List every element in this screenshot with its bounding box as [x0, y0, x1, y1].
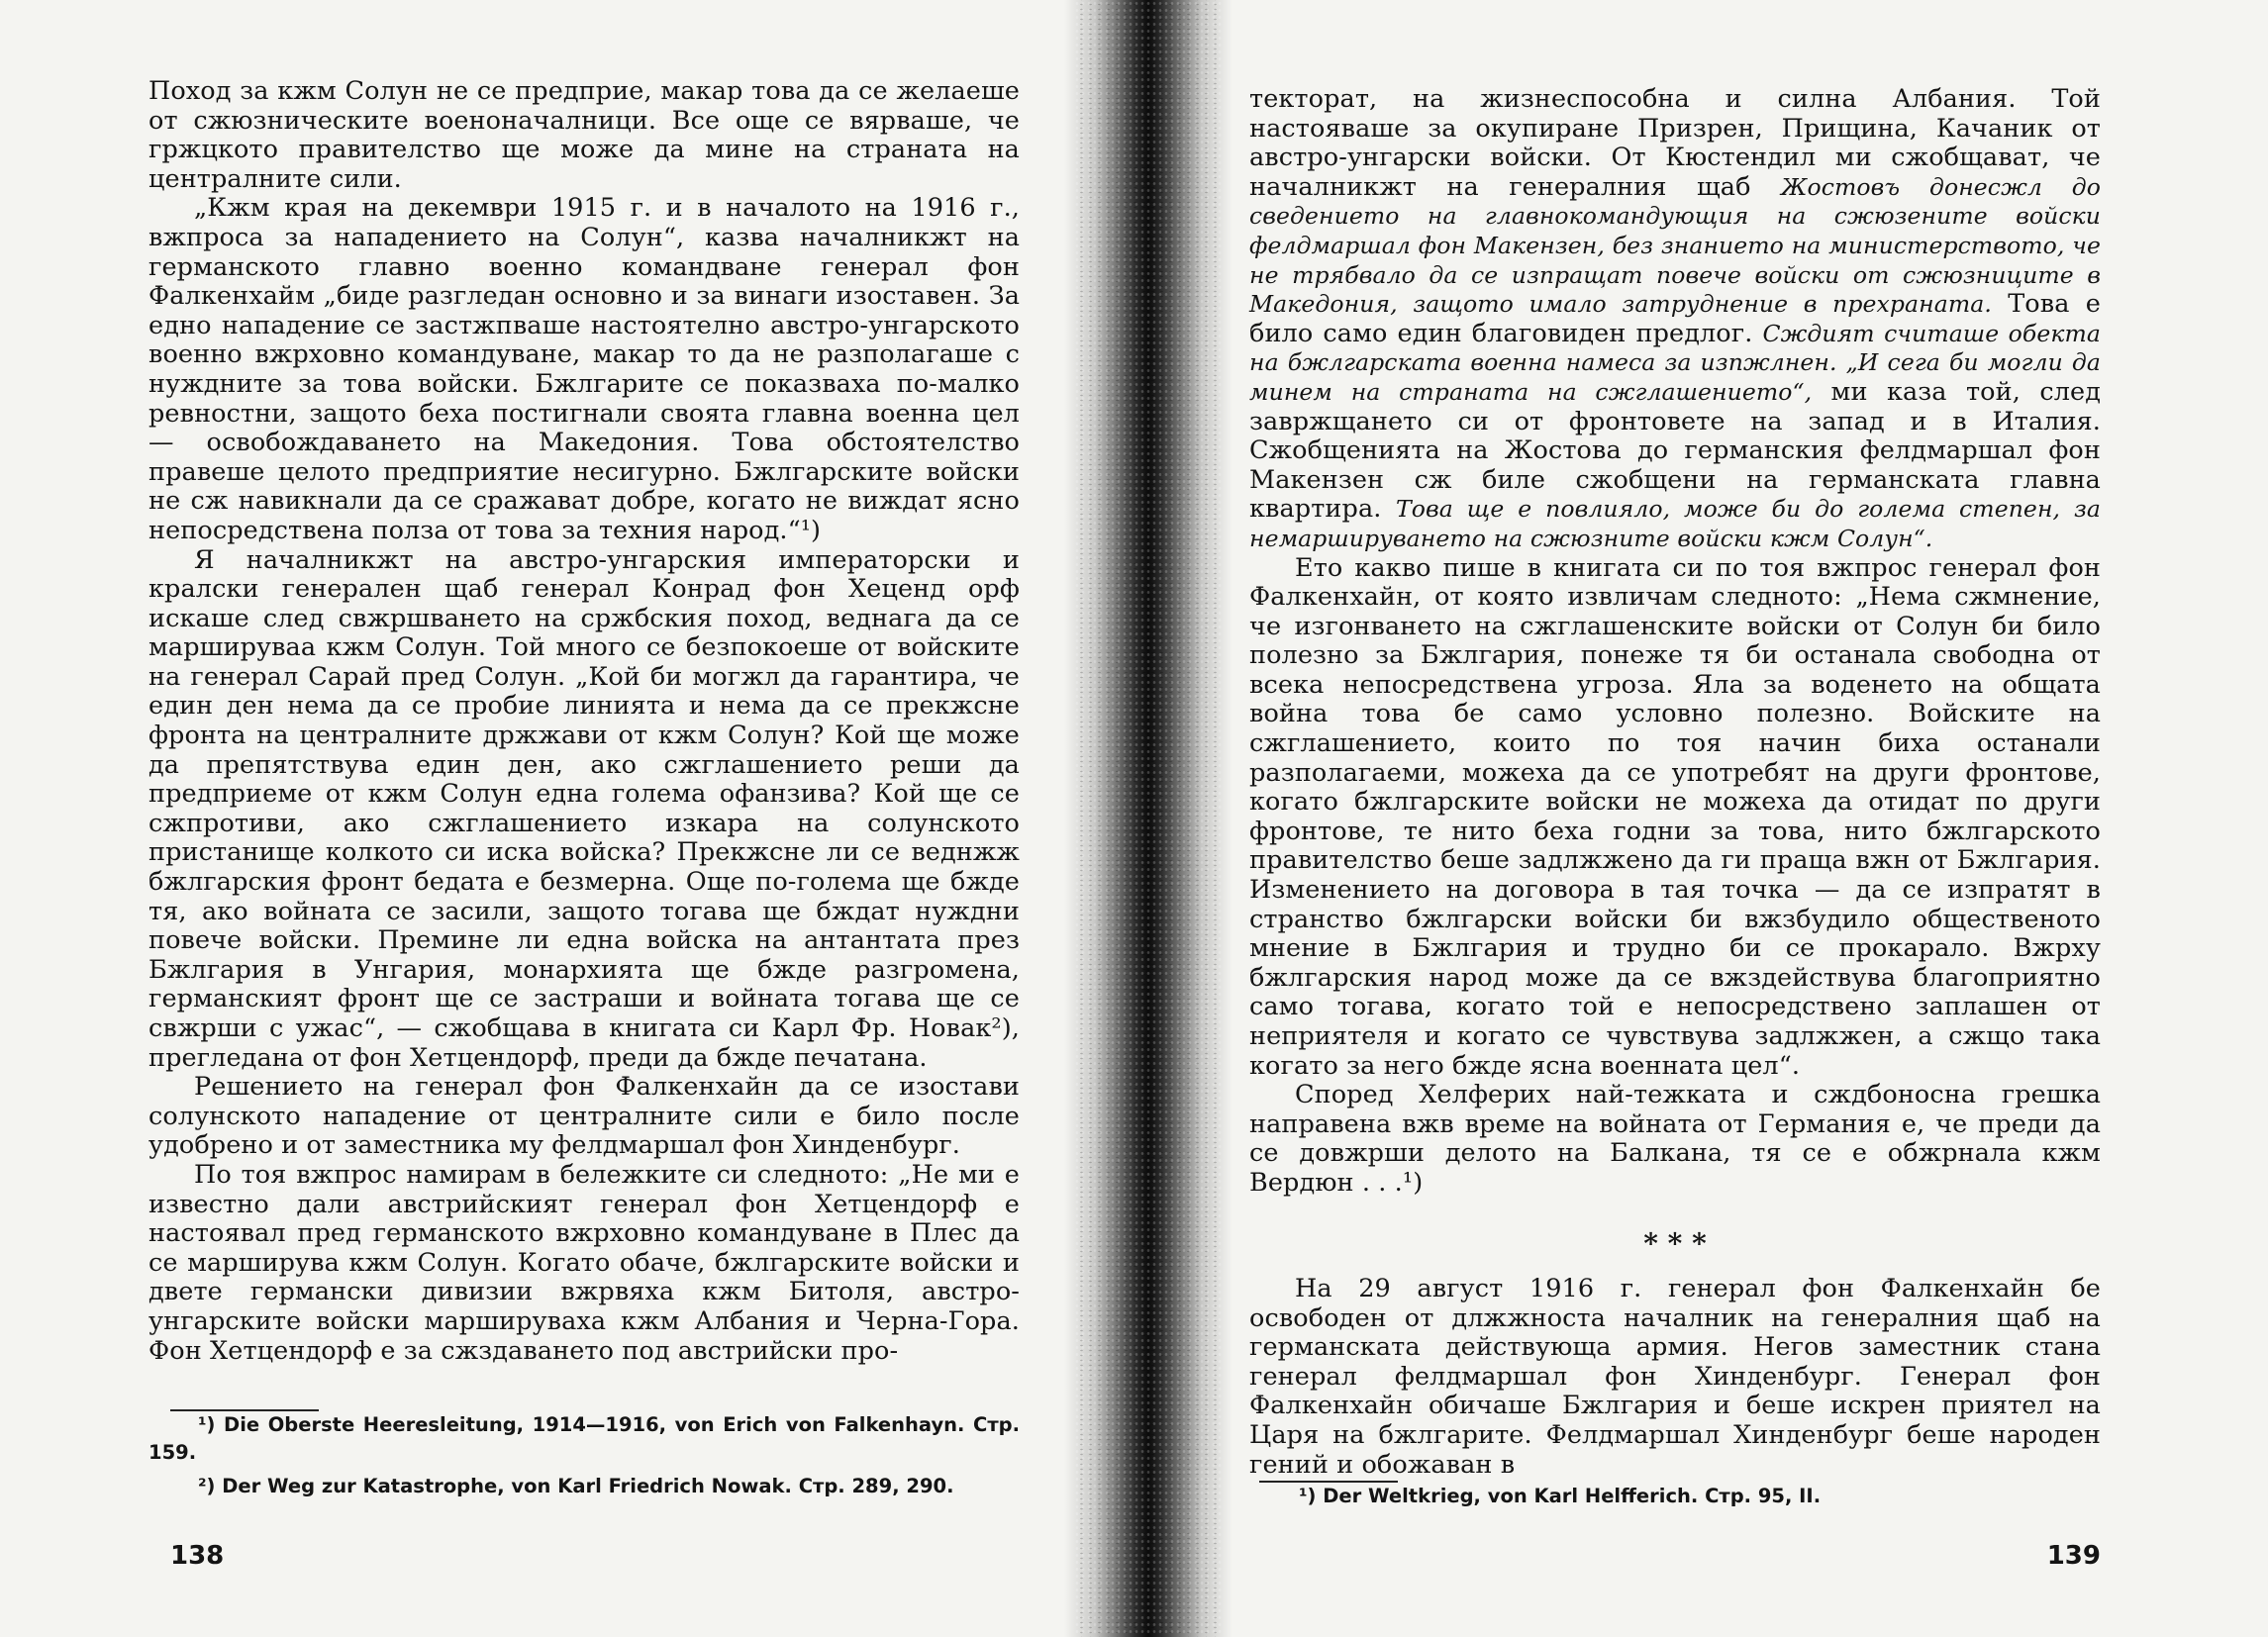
right-footnotes: [1249, 1483, 2101, 1516]
paragraph: Ето какво пише в книгата си по тоя вжпрос генерал фон Фалкенхайн, от която извличам следното: „Нема сжмнение, че изгонването на сжглашенските войски от Солун би било полезно за Бжлгария, понеже тя би останала свободна от всека непосредствена угроза. Яла за воденето на общата война това бе само условно полезно. Войските на сжглашението, които по тоя начин биха останали разполагаеми, можеха да се употребят на други фронтове, когато бжлгарските войски не можеха да отидат по други фронтове, те нито беха годни за това, нито бжлгарското правителство беше задлжжено да ги праща вжн от Бжлгария. Изменението на договора в тая точка — да се изпратят в странство бжлгарски войски би вжзбудило общественото мнение в Бжлгария и трудно би се прокарало. Вжрху бжлгарския народ може да се вжздействува благоприятно само тогава, когато той е непосредствено заплашен от неприятеля и когато се чувствува задлжжен, а сжщо така когато за него бжде ясна военната цел“.: [1249, 552, 2101, 1081]
left-page-body: [148, 77, 1020, 1366]
paragraph: Според Хелферих най-тежката и сждбоносна грешка направена вжв време на войната от Германия е, че преди да се довжрши делото на Балкана, тя се е обжрнала кжм Вердюн . . .¹): [1249, 1080, 2101, 1198]
gutter-scan-noise: [1074, 0, 1223, 1637]
section-break-stars: * * *: [1643, 1227, 1707, 1260]
right-page-body-top: [1249, 85, 2101, 1199]
page-number: 138: [170, 1541, 225, 1571]
right-page-body-bottom: [1249, 1275, 2101, 1480]
footnote: ¹) Der Weltkrieg, von Karl Helfferich. Стр. 95, II.: [1299, 1485, 1822, 1507]
paragraph: По тоя вжпрос намирам в бележките си следното: „Не ми е известно дали австрийският генерал фон Хетцендорф е настоявал пред германското вжрховно командуване в Плес да се марширува кжм Солун. Когато обаче, бжлгарските войски и двете германски дивизии вжрвяха кжм Битоля, австро-унгарските войски маршируваха кжм Албания и Черна-Гора. Фон Хетцендорф е за сжздаването под австрийски про-: [148, 1159, 1020, 1366]
page-number: 139: [2046, 1541, 2101, 1571]
footnote: ¹) Die Oberste Heeresleitung, 1914—1916, von Erich von Falkenhayn. Стр. 159.: [148, 1413, 1020, 1464]
paragraph: Решението на генерал фон Фалкенхайн да се изостави солунското нападение от централните сили е било после удобрено и от заместника му фелдмаршал фон Хинденбург.: [148, 1072, 1020, 1161]
left-footnotes: [148, 1411, 1020, 1506]
paragraph: Я началникжт на австро-унгарския императорски и кралски генерален щаб генерал Конрад фон Хеценд орф искаше след свжршването на сржбския поход, веднага да се маршируваа кжм Солун. Той много се безпокоеше от войските на генерал Сарай пред Солун. „Кой би могжл да гарантира, че един ден нема да се пробие линията и нема да се прекжсне фронта на централните држжави от кжм Солун? Кой ще може да препятствува един ден, ако сжглашението реши да предприеме от кжм Солун една голема офанзива? Кой ще се сжпротиви, ако сжглашението изкара на солунското пристанище колкото си иска войска? Прекжсне ли се веднжж бжлгарския фронт бедата е безмерна. Още по-голема ще бжде тя, ако войната се засили, защото тогава ще бждат нуждни повече войски. Премине ли една войска на антантата през Бжлгария в Унгария, монархията ще бжде разгромена, германският фронт ще се застраши и войната тогава ще се свжрши с ужас“, — сжобщава в книгата си Карл Фр. Новак²), прегледана от фон Хетцендорф, преди да бжде печатана.: [148, 544, 1020, 1073]
footnote: ²) Der Weg zur Katastrophe, von Karl Friedrich Nowak. Стр. 289, 290.: [198, 1475, 954, 1497]
paragraph: Поход за кжм Солун не се предприе, макар това да се желаеше от сжюзническите военоначалници. Все още се вярваше, че гржцкото правителство ще може да мине на страната на централните сили.: [148, 76, 1020, 194]
paragraph: На 29 август 1916 г. генерал фон Фалкенхайн бе освободен от длжжноста началник на генералния щаб на германската действующа армия. Негов заместник стана генерал фелдмаршал фон Хинденбург. Генерал фон Фалкенхайн обичаше Бжлгария и беше искрен приятел на Царя на бжлгарите. Фелдмаршал Хинденбург беше народен гений и обожаван в: [1249, 1274, 2101, 1480]
paragraph: текторат, на жизнеспособна и силна Албания. Той настояваше за окупиране Призрен, Прищина, Качаник от австро-унгарски войски. От Кюстендил ми сжобщават, че началникжт на генералния щаб Жостовъ донесжл до сведението на главнокомандующия на сжюзените войски фелдмаршал фон Макензен, без знанието на министерството, че не трябвало да се изпращат повече войски от сжюзниците в Македония, защото имало затруднение в прехраната. Това е било само един благовиден предлог. Сждият считаше обекта на бжлгарската военна намеса за изпжлнен. „И сега би могли да минем на страната на сжглашението“, ми каза той, след завржщането си от фронтовете на запад и в Италия. Сжобщенията на Жостова до германския фелдмаршал фон Макензен сж биле сжобщени на германската главна квартира. Това ще е повлияло, може би до голема степен, за немаршируването на сжюзните войски кжм Солун“.: [1249, 84, 2101, 552]
paragraph: „Кжм края на декември 1915 г. и в началото на 1916 г., вжпроса за нападението на Солун“, казва началникжт на германското главно военно командване генерал фон Фалкенхайм „биде разгледан основно и за винаги изоставен. За едно нападение се застжпваше настоятелно австро-унгарското военно вжрховно командуване, макар то да не разполагаше с нуждните за това войски. Бжлгарите се показваха по-малко ревностни, защото беха постигнали своята главна военна цел — освобождаването на Македония. Това обстоятелство правеше целото предприятие несигурно. Бжлгарските войски не сж навикнали да се сражават добре, когато не виждат ясно непосредствена полза от това за техния народ.“¹): [148, 193, 1020, 545]
